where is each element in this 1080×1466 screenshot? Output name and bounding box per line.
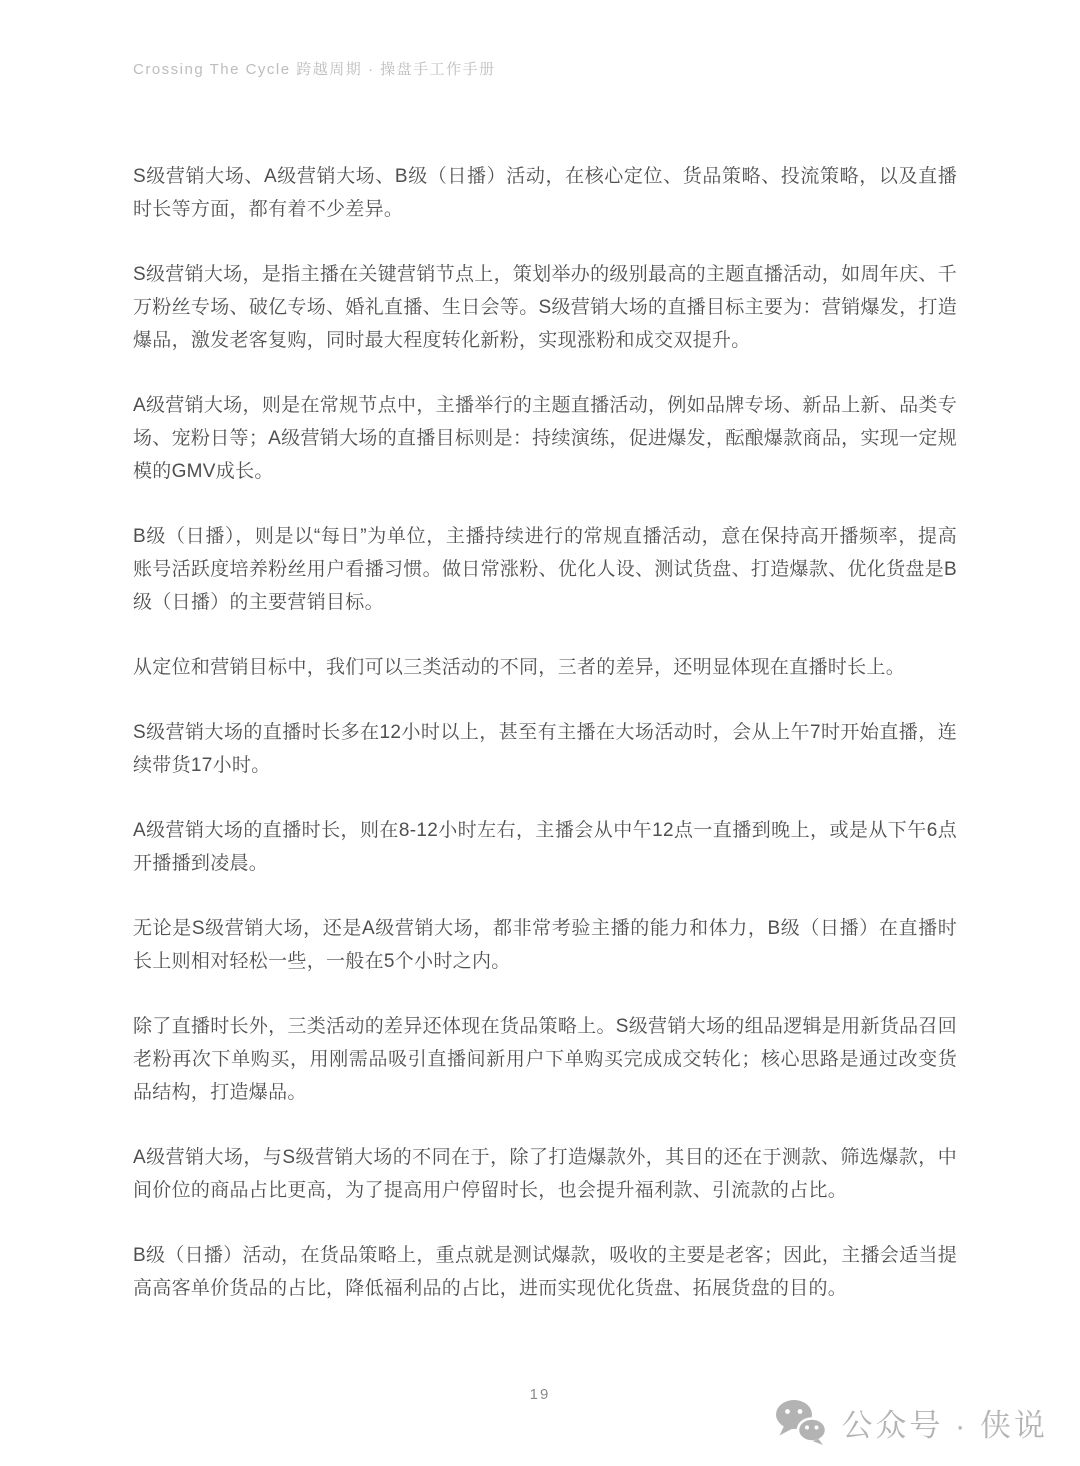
paragraph-intro-differences: S级营销大场、A级营销大场、B级（日播）活动，在核心定位、货品策略、投流策略，以及直播时长等方面，都有着不少差异。: [133, 166, 957, 220]
page-number: 19: [529, 1386, 551, 1403]
paragraph-duration-transition: 从定位和营销目标中，我们可以三类活动的不同，三者的差异，还明显体现在直播时长上。: [133, 657, 906, 678]
paragraph-a-level-product-strategy: A级营销大场，与S级营销大场的不同在于，除了打造爆款外，其目的还在于测款、筛选爆款，中间价位的商品占比更高，为了提高用户停留时长，也会提升福利款、引流款的占比。: [133, 1147, 957, 1201]
paragraph-b-level-duration: 无论是S级营销大场，还是A级营销大场，都非常考验主播的能力和体力，B级（日播）在直播时长上则相对轻松一些，一般在5个小时之内。: [133, 918, 957, 972]
wechat-icon: [775, 1398, 827, 1446]
paragraph-b-level-product-strategy: B级（日播）活动，在货品策略上，重点就是测试爆款，吸收的主要是老客；因此，主播会适当提高高客单价货品的占比，降低福利品的占比，进而实现优化货盘、拓展货盘的目的。: [133, 1245, 957, 1299]
watermark-text: 公众号 · 侠说: [841, 1407, 1048, 1443]
paragraph-a-level-definition: A级营销大场，则是在常规节点中，主播举行的主题直播活动，例如品牌专场、新品上新、品类专场、宠粉日等；A级营销大场的直播目标则是：持续演练，促进爆发，酝酿爆款商品，实现一定规模的GMV成长。: [133, 395, 957, 482]
document-body: [133, 160, 957, 1337]
paragraph-b-level-definition: B级（日播），则是以“每日”为单位，主播持续进行的常规直播活动，意在保持高开播频率，提高账号活跃度培养粉丝用户看播习惯。做日常涨粉、优化人设、测试货盘、打造爆款、优化货盘是B级（日播）的主要营销目标。: [133, 526, 957, 613]
running-header: Crossing The Cycle 跨越周期 · 操盘手工作手册: [133, 61, 496, 78]
paragraph-a-level-duration: A级营销大场的直播时长，则在8-12小时左右，主播会从中午12点一直播到晚上，或是从下午6点开播播到凌晨。: [133, 820, 958, 874]
paragraph-s-level-definition: S级营销大场，是指主播在关键营销节点上，策划举办的级别最高的主题直播活动，如周年庆、千万粉丝专场、破亿专场、婚礼直播、生日会等。S级营销大场的直播目标主要为：营销爆发，打造爆品，激发老客复购，同时最大程度转化新粉，实现涨粉和成交双提升。: [133, 264, 957, 351]
paragraph-s-level-product-strategy: 除了直播时长外，三类活动的差异还体现在货品策略上。S级营销大场的组品逻辑是用新货品召回老粉再次下单购买，用刚需品吸引直播间新用户下单购买完成成交转化；核心思路是通过改变货品结构，打造爆品。: [133, 1016, 957, 1103]
paragraph-s-level-duration: S级营销大场的直播时长多在12小时以上，甚至有主播在大场活动时，会从上午7时开始直播，连续带货17小时。: [133, 722, 957, 776]
watermark: [775, 1398, 1048, 1446]
